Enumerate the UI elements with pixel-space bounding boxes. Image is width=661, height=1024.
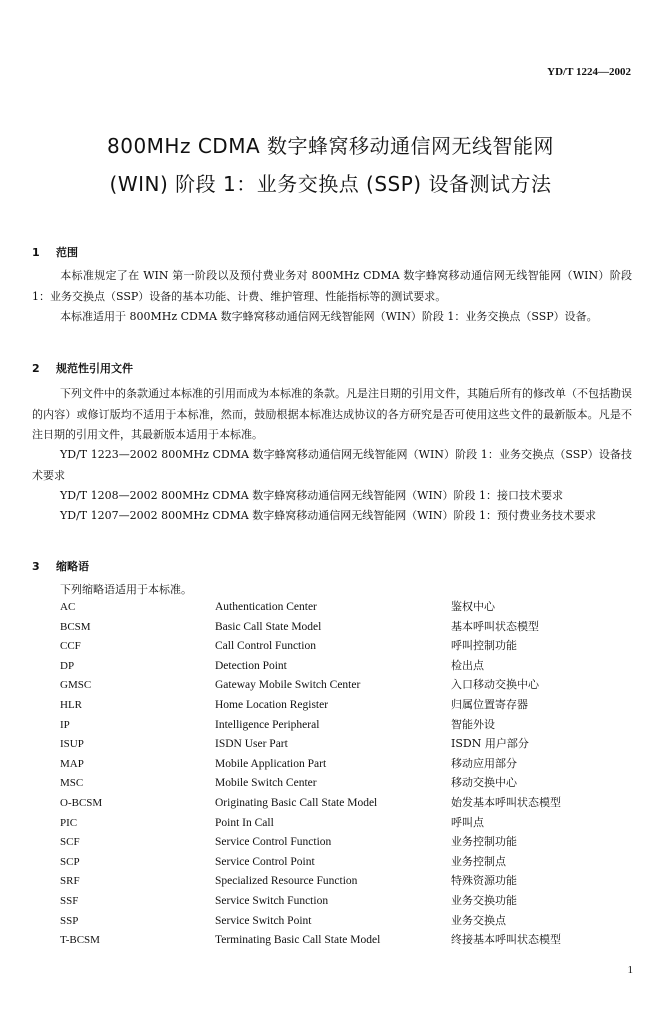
abbreviation: PIC	[60, 816, 78, 829]
section-number: 3	[32, 560, 40, 573]
abbreviation: AC	[60, 601, 76, 613]
english-term: ISDN User Part	[215, 738, 288, 751]
reference-text: YD/T 1208—2002 800MHz CDMA 数字蜂窝移动通信网无线智能网（WIN）阶段 1：接口技术要求	[60, 489, 563, 502]
section-2-paragraph-1	[32, 384, 632, 446]
reference-text: YD/T 1223—2002 800MHz CDMA 数字蜂窝移动通信网无线智能网（WIN）阶段 1：业务交换点（SSP）设备技术要求	[32, 448, 632, 482]
section-title: 规范性引用文件	[56, 362, 133, 375]
abbreviation: IP	[60, 718, 70, 731]
abbreviation: SCP	[60, 855, 80, 868]
section-1-heading	[32, 244, 78, 260]
chinese-term: 移动应用部分	[451, 756, 517, 770]
abbreviation-row	[60, 657, 601, 677]
paragraph-text: 本标准适用于 800MHz CDMA 数字蜂窝移动通信网无线智能网（WIN）阶段 1：业务交换点（SSP）设备。	[60, 310, 598, 323]
section-1-paragraph-2	[32, 307, 632, 328]
reference-1	[32, 445, 632, 486]
english-term: Basic Call State Model	[215, 620, 322, 633]
abbreviation: SSF	[60, 894, 79, 907]
abbreviation: DP	[60, 659, 75, 672]
english-term: Originating Basic Call State Model	[215, 796, 378, 809]
english-term: Intelligence Peripheral	[215, 718, 320, 731]
abbreviation-row	[60, 794, 601, 814]
section-title: 范围	[56, 246, 78, 259]
abbreviation: MAP	[60, 757, 84, 770]
chinese-term: ISDN 用户部分	[451, 737, 529, 751]
abbreviation: BCSM	[60, 620, 91, 633]
chinese-term: 特殊资源功能	[451, 874, 517, 888]
abbreviation-row	[60, 676, 601, 696]
chinese-term: 移动交换中心	[451, 776, 517, 790]
chinese-term: 终接基本呼叫状态模型	[451, 933, 561, 947]
reference-2	[32, 486, 632, 507]
abbreviation: HLR	[60, 698, 82, 711]
english-term: Specialized Resource Function	[215, 875, 358, 888]
section-number: 1	[32, 246, 40, 259]
english-term: Service Switch Function	[215, 894, 329, 907]
abbreviation-row	[60, 931, 601, 951]
chinese-term: 鉴权中心	[451, 600, 495, 613]
chinese-term: 呼叫控制功能	[451, 639, 517, 653]
english-term: Authentication Center	[215, 601, 317, 613]
section-number: 2	[32, 362, 40, 375]
abbreviation-row	[60, 853, 601, 873]
reference-3	[32, 506, 632, 527]
chinese-term: 基本呼叫状态模型	[451, 619, 539, 633]
abbreviation: GMSC	[60, 679, 92, 692]
chinese-term: 归属位置寄存器	[451, 697, 528, 711]
english-term: Mobile Application Part	[215, 757, 327, 770]
english-term: Gateway Mobile Switch Center	[215, 679, 361, 692]
chinese-term: 始发基本呼叫状态模型	[451, 795, 561, 809]
english-term: Service Switch Point	[215, 914, 312, 927]
page-number: 1	[627, 964, 633, 976]
abbreviation-row	[60, 774, 601, 794]
abbreviation-row	[60, 716, 601, 736]
chinese-term: 检出点	[451, 658, 484, 672]
abbreviation-row	[60, 814, 601, 834]
abbreviation: SRF	[60, 875, 80, 888]
abbreviation: SSP	[60, 914, 79, 927]
chinese-term: 呼叫点	[451, 815, 484, 829]
abbreviation: MSC	[60, 777, 84, 790]
abbreviation-row	[60, 696, 601, 716]
chinese-term: 业务控制点	[451, 854, 506, 868]
abbreviation: T-BCSM	[60, 934, 100, 947]
abbreviation-table	[60, 598, 601, 951]
chinese-term: 业务控制功能	[451, 835, 517, 849]
english-term: Service Control Point	[215, 855, 315, 868]
english-term: Home Location Register	[215, 698, 329, 711]
standard-code: YD/T 1224—2002	[547, 66, 631, 78]
abbreviation-row	[60, 892, 601, 912]
abbreviation: ISUP	[60, 738, 84, 751]
paragraph-text: 下列文件中的条款通过本标准的引用而成为本标准的条款。凡是注日期的引用文件，其随后所有的修改单（不包括勘误的内容）或修订版均不适用于本标准，然而，鼓励根据本标准达成协议的各方研究是否可使用这些文件的最新版本。凡是不注日期的引用文件，其最新版本适用于本标准。	[32, 387, 632, 441]
abbreviation: SCF	[60, 836, 80, 849]
section-3-heading	[32, 558, 89, 574]
abbreviation-row	[60, 598, 601, 618]
english-term: Service Control Function	[215, 836, 332, 849]
abbreviation-row	[60, 755, 601, 775]
english-term: Call Control Function	[215, 640, 316, 653]
english-term: Terminating Basic Call State Model	[215, 934, 381, 947]
abbreviation-row	[60, 618, 601, 638]
intro-text: 下列缩略语适用于本标准。	[60, 583, 192, 596]
chinese-term: 智能外设	[451, 717, 495, 731]
english-term: Detection Point	[215, 659, 287, 672]
chinese-term: 业务交换功能	[451, 893, 517, 907]
english-term: Point In Call	[215, 816, 274, 829]
abbreviation-row	[60, 872, 601, 892]
section-1-paragraph-1	[32, 266, 632, 307]
section-2-heading	[32, 360, 133, 376]
title-line-2: (WIN) 阶段 1：业务交换点 (SSP) 设备测试方法	[109, 172, 552, 196]
abbreviation-row	[60, 833, 601, 853]
english-term: Mobile Switch Center	[215, 777, 317, 790]
title-line-1: 800MHz CDMA 数字蜂窝移动通信网无线智能网	[107, 134, 554, 158]
paragraph-text: 本标准规定了在 WIN 第一阶段以及预付费业务对 800MHz CDMA 数字蜂窝移动通信网无线智能网（WIN）阶段 1：业务交换点（SSP）设备的基本功能、计费、维护管理、性能指标等的测试要求。	[32, 269, 632, 303]
section-title: 缩略语	[56, 560, 89, 573]
abbreviation: CCF	[60, 640, 81, 653]
abbreviation-row	[60, 735, 601, 755]
chinese-term: 入口移动交换中心	[451, 678, 539, 692]
abbreviation: O-BCSM	[60, 796, 103, 809]
reference-text: YD/T 1207—2002 800MHz CDMA 数字蜂窝移动通信网无线智能网（WIN）阶段 1：预付费业务技术要求	[60, 509, 596, 522]
chinese-term: 业务交换点	[451, 913, 506, 927]
abbreviation-row	[60, 637, 601, 657]
abbreviation-row	[60, 912, 601, 932]
